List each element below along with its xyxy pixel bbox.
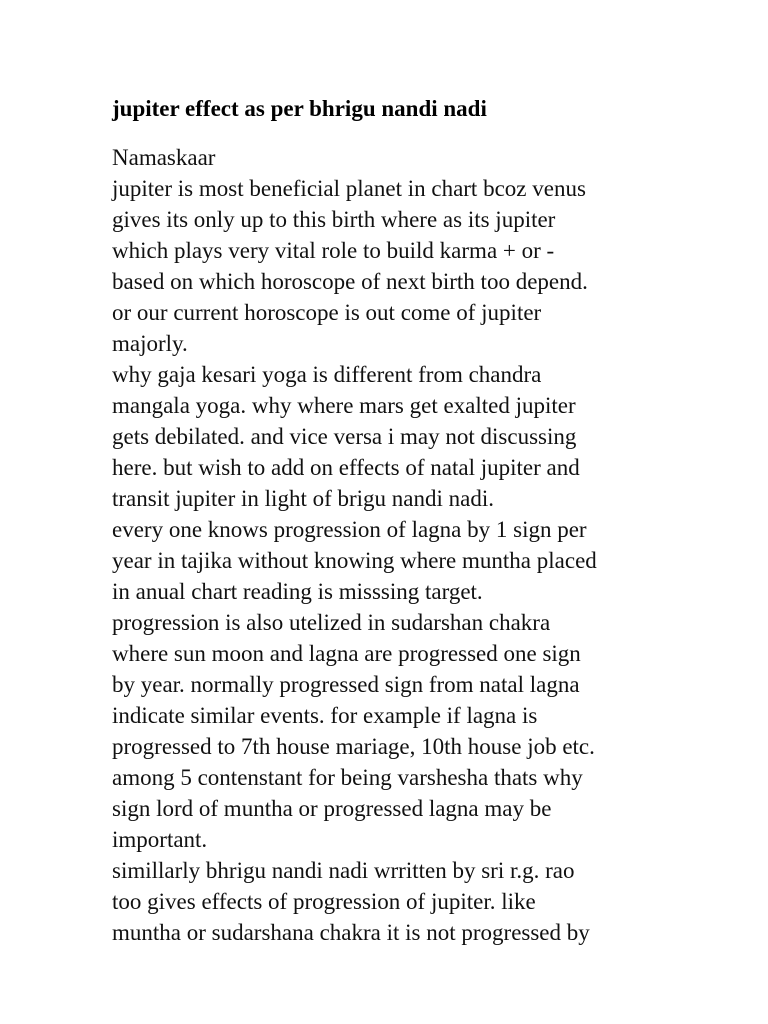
text-line: progression is also utelized in sudarshan chakra — [112, 610, 551, 635]
text-line: Namaskaar — [112, 145, 216, 170]
text-line: where sun moon and lagna are progressed one sign — [112, 641, 581, 666]
text-line: muntha or sudarshana chakra it is not progressed by — [112, 920, 590, 945]
document-body — [112, 142, 672, 948]
text-line: here. but wish to add on effects of natal jupiter and — [112, 455, 580, 480]
text-line: jupiter is most beneficial planet in chart bcoz venus — [112, 176, 586, 201]
text-line: every one knows progression of lagna by 1 sign per — [112, 517, 587, 542]
text-line: why gaja kesari yoga is different from chandra — [112, 362, 542, 387]
text-line: in anual chart reading is misssing target. — [112, 579, 483, 604]
text-line: too gives effects of progression of jupiter. like — [112, 889, 536, 914]
text-line: majorly. — [112, 331, 188, 356]
text-line: indicate similar events. for example if lagna is — [112, 703, 538, 728]
text-line: among 5 contenstant for being varshesha thats why — [112, 765, 583, 790]
text-line: important. — [112, 827, 208, 852]
text-line: simillarly bhrigu nandi nadi wrritten by sri r.g. rao — [112, 858, 575, 883]
text-line: by year. normally progressed sign from natal lagna — [112, 672, 580, 697]
text-line: gives its only up to this birth where as its jupiter — [112, 207, 556, 232]
text-line: progressed to 7th house mariage, 10th house job etc. — [112, 734, 595, 759]
text-line: gets debilated. and vice versa i may not discussing — [112, 424, 577, 449]
text-line: year in tajika without knowing where muntha placed — [112, 548, 597, 573]
text-line: or our current horoscope is out come of jupiter — [112, 300, 542, 325]
text-line: which plays very vital role to build karma + or - — [112, 238, 555, 263]
text-line: mangala yoga. why where mars get exalted jupiter — [112, 393, 576, 418]
text-line: based on which horoscope of next birth too depend. — [112, 269, 588, 294]
text-line: transit jupiter in light of brigu nandi nadi. — [112, 486, 494, 511]
text-line: sign lord of muntha or progressed lagna may be — [112, 796, 552, 821]
document-title: jupiter effect as per bhrigu nandi nadi — [112, 96, 487, 121]
